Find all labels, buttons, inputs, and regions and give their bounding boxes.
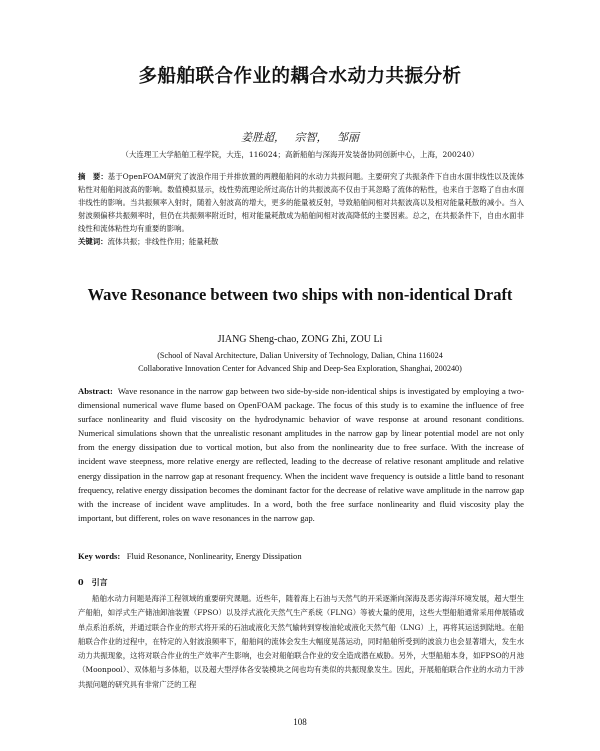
english-affiliation-line-1: (School of Naval Architecture, Dalian University of Technology, Dalian, China 116024 [157, 351, 443, 360]
english-abstract-text: Wave resonance in the narrow gap between two side-by-side non-identical ships is investigated by employing a two-dimensional numerical wave flume based on OpenFOAM package. The focus of this study is to examine the influence of free surface nonlinearity and fluid viscosity on the hydrodynamic behavior of wave response at around resonant conditions. Numerical simulations shown that the unrealistic resonant amplitudes in the narrow gap by linear potential model are not only from the energy dissipation due to vortical motion, but also from the nonlinearity due to free surface. With the increase of incident wave steepness, more relative energy are reflected, leading to the decrease of relative resonant amplitude and relative energy dissipation in the narrow gap at resonant frequency. When the incident wave frequency is outside a little band to resonant frequency, relative energy dissipation becomes the dominant factor for the decrease of relative wave amplitude in the narrow gap with the increase of incident wave amplitudes. In a word, both the free surface nonlinearity and fluid viscosity play the important, but different, roles on wave resonances in the narrow gap. [78, 386, 525, 523]
chinese-abstract [78, 170, 524, 249]
chinese-title: 多船舶联合作业的耦合水动力共振分析 [138, 66, 462, 87]
section-heading-introduction: 0 引言 [78, 577, 108, 587]
english-abstract [78, 384, 524, 525]
chinese-keywords-text: 流体共振；非线性作用；能量耗散 [107, 237, 219, 247]
english-title: Wave Resonance between two ships with non-identical Draft [87, 285, 513, 304]
chinese-authors: 姜胜超， 宗智， 邹丽 [241, 131, 359, 144]
chinese-abstract-text: 基于OpenFOAM研究了波浪作用于并排放置的两艘船舶间的水动力共振问题。主要研究了共振条件下自由水面非线性以及流体粘性对船舶间波高的影响。数值模拟显示，线性势流理论所过高估计的共振波高不仅由于其忽略了流体的粘性，也来自于忽略了自由水面非线性的影响。当共振频率入射时，随着入射波高的增大，更多的能量被反射，导致船舶间相对共振波高以及相对能量耗散的减小。当入射波频偏移共振频率时，但仍在共振频率附近时，相对能量耗散成为船舶间相对波高降低的主要因素。总之，在共振条件下，自由水面非线性和流体粘性均有重要的影响。 [78, 172, 524, 234]
chinese-affiliation: （大连理工大学船舶工程学院，大连，116024；高新船舶与深海开发装备协同创新中心，上海，200240） [121, 150, 479, 159]
english-abstract-label: Abstract: [78, 386, 113, 396]
introduction-paragraph: 船舶水动力问题是海洋工程领域的重要研究课题。近些年，随着海上石油与天然气的开采逐渐向深海及恶劣海洋环境发展，超大型生产船舶，如浮式生产储油卸油装置（FPSO）以及浮式液化天然气生产系统（FLNG）等被大量的使用，这些大型船舶通常采用伸展锚或单点系泊系统，并通过联合作业的形式将开采的石油或液化天然气输转到穿梭油轮或液化天然气船（LNG）上，再将其运送到陆地。在船舶联合作业的过程中，在特定的入射波浪频率下，船舶间的流体会发生大幅度晃荡运动，同时船舶所受到的波浪力也会显著增大，发生水动力共振现象，这将对联合作业的生产效率产生影响，也会对船舶联合作业的安全造成潜在威胁。另外，大型船舶本身，如FPSO的月池（Moonpool）、双体船与多体船，以及超大型浮体各安装模块之间也均有类似的共振现象发生。因此，开展船舶联合作业的水动力干涉共振问题的研究具有非常广泛的工程 [78, 594, 524, 689]
chinese-keywords-label: 关键词： [78, 237, 108, 247]
chinese-abstract-label: 摘 要： [78, 172, 108, 181]
english-authors: JIANG Sheng-chao, ZONG Zhi, ZOU Li [217, 334, 383, 345]
english-keywords-label: Key words: [78, 551, 121, 561]
english-keywords [78, 551, 524, 561]
english-keywords-text: Fluid Resonance, Nonlinearity, Energy Dissipation [126, 551, 302, 561]
english-affiliation-line-2: Collaborative Innovation Center for Advanced Ship and Deep-Sea Exploration, Shanghai, 200240) [138, 364, 462, 373]
page-number: 108 [293, 717, 307, 727]
